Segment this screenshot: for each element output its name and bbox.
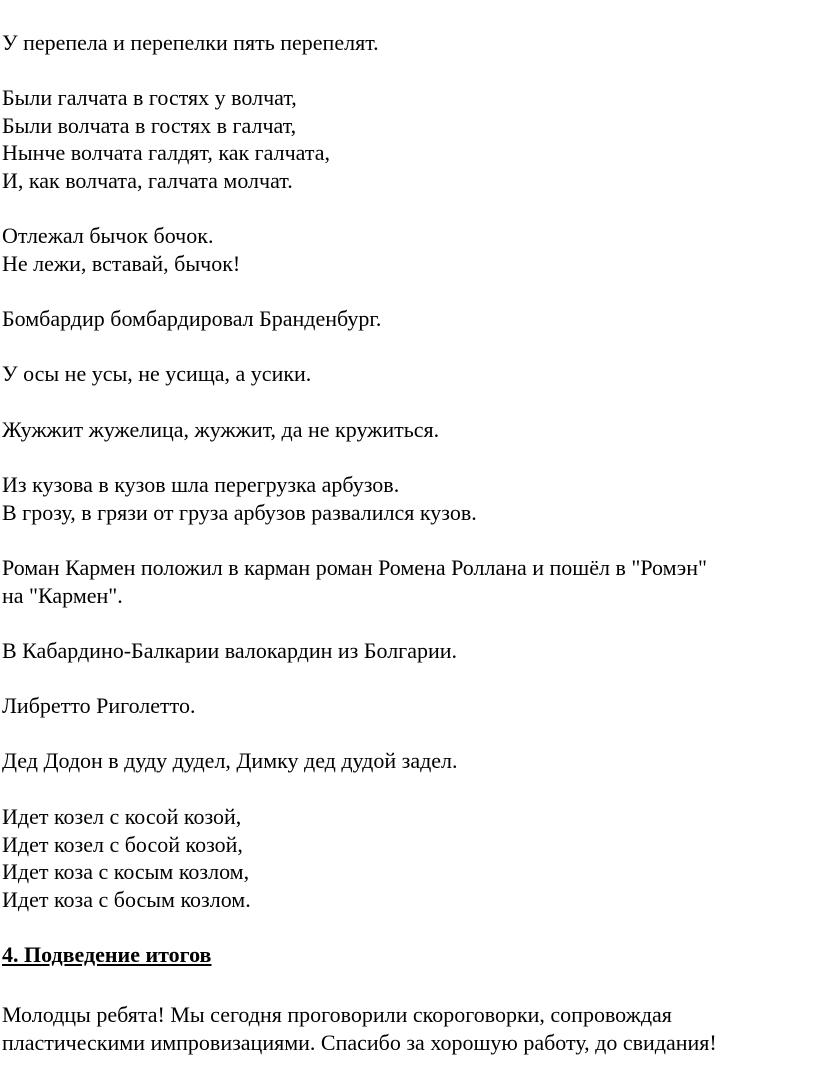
text-line: Дед Додон в дуду дудел, Димку дед дудой задел. xyxy=(2,748,458,773)
text-line: Не лежи, вставай, бычок! xyxy=(2,250,241,276)
text-line: Роман Кармен положил в карман роман Ромена Роллана и пошёл в "Ромэн" xyxy=(2,555,707,580)
closing-paragraph xyxy=(2,1001,814,1056)
tongue-twister-1 xyxy=(2,29,814,57)
text-line: Были волчата в гостях в галчат, xyxy=(2,112,297,138)
tongue-twister-6 xyxy=(2,416,814,444)
text-line: Отлежал бычок бочок. xyxy=(2,223,214,248)
text-line: Жужжит жужелица, жужжит, да не кружиться. xyxy=(2,417,440,442)
text-line: И, как волчата, галчата молчат. xyxy=(2,167,293,193)
text-line: У перепела и перепелки пять перепелят. xyxy=(2,30,379,55)
tongue-twister-3 xyxy=(2,222,814,277)
text-line: В Кабардино-Балкарии валокардин из Болгарии. xyxy=(2,638,458,663)
text-line: пластическими импровизациями. Спасибо за хорошую работу, до свидания! xyxy=(2,1029,717,1055)
tongue-twister-2 xyxy=(2,84,814,194)
text-line: Либретто Риголетто. xyxy=(2,693,196,718)
tongue-twister-5 xyxy=(2,360,814,388)
text-line: Молодцы ребята! Мы сегодня проговорили скороговорки, сопровождая xyxy=(2,1002,672,1027)
text-line: Были галчата в гостях у волчат, xyxy=(2,85,297,110)
text-line: Идет козел с косой козой, xyxy=(2,804,242,829)
tongue-twister-8 xyxy=(2,554,814,609)
section-heading: 4. Подведение итогов xyxy=(2,942,212,967)
text-line: Идет коза с босым козлом. xyxy=(2,886,251,912)
tongue-twister-4 xyxy=(2,305,814,333)
text-line: Из кузова в кузов шла перегрузка арбузов. xyxy=(2,472,400,497)
text-line: У осы не усы, не усища, а усики. xyxy=(2,361,312,386)
text-line: Бомбардир бомбардировал Бранденбург. xyxy=(2,306,382,331)
tongue-twister-10 xyxy=(2,692,814,720)
tongue-twister-11 xyxy=(2,747,814,775)
tongue-twister-9 xyxy=(2,637,814,665)
text-line: Нынче волчата галдят, как галчата, xyxy=(2,140,331,165)
text-line: Идет козел с босой козой, xyxy=(2,831,243,857)
tongue-twister-7 xyxy=(2,471,814,526)
tongue-twister-12 xyxy=(2,803,814,913)
text-line: В грозу, в грязи от груза арбузов развалился кузов. xyxy=(2,499,477,525)
section-heading-block xyxy=(2,941,814,969)
text-line: Идет коза с косым козлом, xyxy=(2,859,250,884)
text-line: на "Кармен". xyxy=(2,582,123,608)
